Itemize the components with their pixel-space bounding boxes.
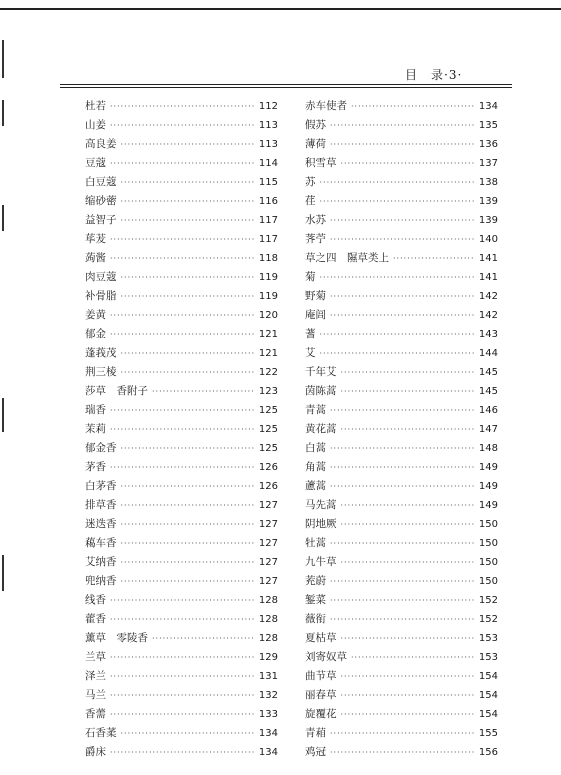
toc-entry[interactable]	[85, 306, 278, 325]
entry-title: 鸡冠	[305, 746, 326, 758]
entry-title: 旋覆花	[305, 708, 337, 720]
toc-entry[interactable]	[305, 211, 498, 230]
entry-title: 苏	[305, 176, 316, 188]
dot-leader	[110, 667, 254, 686]
entry-page-number: 153	[478, 652, 498, 663]
dot-leader	[121, 439, 255, 458]
toc-entry[interactable]	[85, 629, 278, 648]
entry-page-number: 127	[258, 576, 278, 587]
entry-page-number: 134	[478, 101, 498, 112]
entry-title: 藒车香	[85, 537, 117, 549]
toc-entry[interactable]	[305, 477, 498, 496]
entry-page-number: 150	[478, 519, 498, 530]
toc-entry[interactable]	[305, 648, 498, 667]
entry-title: 马兰	[85, 689, 106, 701]
entry-page-number: 117	[258, 215, 278, 226]
dot-leader	[330, 401, 474, 420]
dot-leader	[341, 496, 475, 515]
entry-page-number: 113	[258, 139, 278, 150]
entry-title: 蒟酱	[85, 252, 106, 264]
entry-page-number: 134	[258, 728, 278, 739]
entry-page-number: 145	[478, 386, 498, 397]
dot-leader	[351, 648, 474, 667]
entry-page-number: 141	[478, 253, 498, 264]
entry-title: 薄荷	[305, 138, 326, 150]
entry-page-number: 143	[478, 329, 498, 340]
toc-entry[interactable]	[85, 572, 278, 591]
toc-entry[interactable]	[305, 572, 498, 591]
entry-page-number: 112	[258, 101, 278, 112]
dot-leader	[330, 211, 474, 230]
entry-title: 白蒿	[305, 442, 326, 454]
toc-entry[interactable]	[305, 97, 498, 116]
toc-entry[interactable]	[305, 230, 498, 249]
dot-leader	[330, 230, 474, 249]
dot-leader	[121, 211, 255, 230]
dot-leader	[121, 344, 255, 363]
toc-entry[interactable]	[305, 534, 498, 553]
margin-mark	[2, 100, 4, 126]
dot-leader	[330, 116, 474, 135]
dot-leader	[110, 610, 254, 629]
dot-leader	[351, 97, 474, 116]
page-header: 目 录·3·	[405, 68, 463, 82]
dot-leader	[110, 686, 254, 705]
entry-title: 青葙	[305, 727, 326, 739]
toc-entry[interactable]	[85, 135, 278, 154]
entry-title: 茅香	[85, 461, 106, 473]
entry-title: 豆蔻	[85, 157, 106, 169]
dot-leader	[110, 230, 254, 249]
toc-left-column	[85, 97, 278, 762]
entry-title: 刘寄奴草	[305, 651, 347, 663]
dot-leader	[110, 743, 254, 762]
toc-entry[interactable]	[305, 192, 498, 211]
entry-page-number: 128	[258, 614, 278, 625]
toc-entry[interactable]	[305, 458, 498, 477]
toc-entry[interactable]	[305, 724, 498, 743]
dot-leader	[110, 705, 254, 724]
dot-leader	[341, 363, 475, 382]
entry-title: 爵床	[85, 746, 106, 758]
entry-page-number: 132	[258, 690, 278, 701]
toc-entry[interactable]	[85, 401, 278, 420]
entry-title: 高良姜	[85, 138, 117, 150]
entry-title: 香薷	[85, 708, 106, 720]
toc-entry[interactable]	[85, 648, 278, 667]
dot-leader	[320, 325, 475, 344]
toc-entry[interactable]	[85, 610, 278, 629]
toc-entry[interactable]	[85, 496, 278, 515]
entry-title: 茵陈蒿	[305, 385, 337, 397]
dot-leader	[320, 173, 475, 192]
toc-entry[interactable]	[305, 686, 498, 705]
header-rule	[60, 87, 512, 88]
entry-page-number: 156	[478, 747, 498, 758]
entry-title: 千年艾	[305, 366, 337, 378]
toc-entry[interactable]	[85, 553, 278, 572]
entry-page-number: 145	[478, 367, 498, 378]
dot-leader	[110, 420, 254, 439]
entry-title: 蓍	[305, 328, 316, 340]
entry-page-number: 146	[478, 405, 498, 416]
entry-title: 水苏	[305, 214, 326, 226]
dot-leader	[330, 458, 474, 477]
entry-page-number: 150	[478, 557, 498, 568]
toc-entry[interactable]	[305, 401, 498, 420]
entry-title: 錾菜	[305, 594, 326, 606]
toc-entry[interactable]	[85, 724, 278, 743]
entry-title: 牡蒿	[305, 537, 326, 549]
entry-page-number: 144	[478, 348, 498, 359]
dot-leader	[341, 629, 475, 648]
entry-page-number: 142	[478, 310, 498, 321]
entry-title: 假苏	[305, 119, 326, 131]
margin-mark	[2, 40, 4, 78]
entry-page-number: 154	[478, 709, 498, 720]
entry-title: 藘蒿	[305, 480, 326, 492]
entry-title: 荆三棱	[85, 366, 117, 378]
entry-page-number: 127	[258, 519, 278, 530]
toc-entry[interactable]	[305, 629, 498, 648]
dot-leader	[121, 363, 255, 382]
toc-entry[interactable]	[85, 116, 278, 135]
entry-title: 荏	[305, 195, 316, 207]
toc-entry[interactable]	[85, 192, 278, 211]
dot-leader	[330, 743, 474, 762]
entry-title: 益智子	[85, 214, 117, 226]
margin-mark	[2, 205, 4, 231]
entry-page-number: 121	[258, 329, 278, 340]
dot-leader	[341, 154, 475, 173]
toc-entry[interactable]	[85, 705, 278, 724]
entry-title: 茺蔚	[305, 575, 326, 587]
dot-leader	[110, 325, 254, 344]
dot-leader	[341, 667, 475, 686]
dot-leader	[121, 268, 255, 287]
entry-page-number: 133	[258, 709, 278, 720]
entry-page-number: 149	[478, 462, 498, 473]
entry-title: 线香	[85, 594, 106, 606]
entry-title: 肉豆蔻	[85, 271, 117, 283]
dot-leader	[330, 477, 474, 496]
entry-title: 补骨脂	[85, 290, 117, 302]
entry-title: 郁金	[85, 328, 106, 340]
entry-title: 黄花蒿	[305, 423, 337, 435]
toc-entry[interactable]	[85, 439, 278, 458]
entry-title: 茉莉	[85, 423, 106, 435]
entry-title: 阴地厥	[305, 518, 337, 530]
toc-entry[interactable]	[305, 610, 498, 629]
dot-leader	[330, 534, 474, 553]
entry-page-number: 119	[258, 291, 278, 302]
toc-entry[interactable]	[305, 116, 498, 135]
dot-leader	[330, 591, 474, 610]
entry-page-number: 140	[478, 234, 498, 245]
toc-entry[interactable]	[85, 325, 278, 344]
entry-title: 丽春草	[305, 689, 337, 701]
entry-title: 瑞香	[85, 404, 106, 416]
entry-page-number: 150	[478, 538, 498, 549]
dot-leader	[341, 515, 475, 534]
dot-leader	[110, 116, 254, 135]
toc-entry[interactable]	[305, 591, 498, 610]
toc-entry[interactable]	[85, 667, 278, 686]
toc-entry[interactable]	[85, 515, 278, 534]
entry-title: 藿香	[85, 613, 106, 625]
entry-title: 积雪草	[305, 157, 337, 169]
dot-leader	[330, 306, 474, 325]
toc-entry[interactable]	[305, 135, 498, 154]
entry-title: 兜纳香	[85, 575, 117, 587]
entry-title: 山姜	[85, 119, 106, 131]
toc-entry[interactable]	[305, 515, 498, 534]
entry-page-number: 137	[478, 158, 498, 169]
entry-page-number: 149	[478, 500, 498, 511]
entry-page-number: 150	[478, 576, 498, 587]
dot-leader	[341, 382, 475, 401]
entry-page-number: 152	[478, 595, 498, 606]
entry-page-number: 127	[258, 538, 278, 549]
dot-leader	[393, 249, 474, 268]
top-border-rule	[0, 8, 561, 10]
toc-entry[interactable]	[305, 553, 498, 572]
toc-entry[interactable]	[305, 496, 498, 515]
entry-title: 蓬莪茂	[85, 347, 117, 359]
dot-leader	[330, 724, 474, 743]
entry-page-number: 155	[478, 728, 498, 739]
margin-mark	[2, 398, 4, 432]
entry-title: 艾	[305, 347, 316, 359]
entry-page-number: 125	[258, 424, 278, 435]
dot-leader	[341, 553, 475, 572]
entry-page-number: 119	[258, 272, 278, 283]
dot-leader	[110, 401, 254, 420]
entry-page-number: 120	[258, 310, 278, 321]
dot-leader	[110, 648, 254, 667]
entry-title: 草之四 隰草类上	[305, 252, 389, 264]
dot-leader	[121, 287, 255, 306]
dot-leader	[110, 591, 254, 610]
entry-page-number: 127	[258, 557, 278, 568]
margin-mark	[2, 555, 4, 591]
toc-entry[interactable]	[85, 154, 278, 173]
dot-leader	[152, 382, 254, 401]
entry-title: 杜若	[85, 100, 106, 112]
entry-page-number: 136	[478, 139, 498, 150]
entry-page-number: 126	[258, 462, 278, 473]
dot-leader	[121, 477, 255, 496]
entry-title: 石香葇	[85, 727, 117, 739]
entry-page-number: 129	[258, 652, 278, 663]
dot-leader	[121, 572, 255, 591]
entry-title: 排草香	[85, 499, 117, 511]
entry-page-number: 118	[258, 253, 278, 264]
entry-title: 兰草	[85, 651, 106, 663]
entry-page-number: 153	[478, 633, 498, 644]
dot-leader	[110, 306, 254, 325]
entry-page-number: 128	[258, 595, 278, 606]
dot-leader	[121, 135, 255, 154]
dot-leader	[330, 439, 474, 458]
toc-entry[interactable]	[85, 249, 278, 268]
entry-page-number: 122	[258, 367, 278, 378]
entry-page-number: 148	[478, 443, 498, 454]
toc-entry[interactable]	[305, 249, 498, 268]
entry-page-number: 123	[258, 386, 278, 397]
entry-title: 角蒿	[305, 461, 326, 473]
dot-leader	[341, 420, 475, 439]
dot-leader	[121, 724, 255, 743]
entry-title: 薇衔	[305, 613, 326, 625]
entry-page-number: 139	[478, 215, 498, 226]
toc-entry[interactable]	[305, 154, 498, 173]
toc-entry[interactable]	[305, 667, 498, 686]
dot-leader	[110, 458, 254, 477]
toc-entry[interactable]	[305, 439, 498, 458]
entry-title: 缩砂蔤	[85, 195, 117, 207]
dot-leader	[330, 572, 474, 591]
toc-entry[interactable]	[85, 743, 278, 762]
toc-entry[interactable]	[85, 382, 278, 401]
toc-entry[interactable]	[85, 173, 278, 192]
toc-entry[interactable]	[305, 363, 498, 382]
entry-title: 夏枯草	[305, 632, 337, 644]
entry-page-number: 125	[258, 443, 278, 454]
dot-leader	[121, 173, 255, 192]
dot-leader	[320, 268, 475, 287]
dot-leader	[341, 686, 475, 705]
entry-page-number: 142	[478, 291, 498, 302]
dot-leader	[320, 192, 475, 211]
dot-leader	[152, 629, 254, 648]
entry-title: 荜茇	[85, 233, 106, 245]
dot-leader	[110, 154, 254, 173]
toc-entry[interactable]	[85, 591, 278, 610]
entry-page-number: 116	[258, 196, 278, 207]
entry-page-number: 141	[478, 272, 498, 283]
entry-title: 薰草 零陵香	[85, 632, 148, 644]
entry-page-number: 127	[258, 500, 278, 511]
toc-right-column	[305, 97, 498, 762]
dot-leader	[110, 97, 254, 116]
entry-title: 白豆蔻	[85, 176, 117, 188]
toc-entry[interactable]	[305, 344, 498, 363]
dot-leader	[341, 705, 475, 724]
dot-leader	[121, 496, 255, 515]
entry-title: 荠苧	[305, 233, 326, 245]
entry-title: 泽兰	[85, 670, 106, 682]
entry-page-number: 117	[258, 234, 278, 245]
toc-entry[interactable]	[85, 268, 278, 287]
dot-leader	[330, 135, 474, 154]
toc-entry[interactable]	[305, 382, 498, 401]
entry-page-number: 121	[258, 348, 278, 359]
entry-title: 庵闾	[305, 309, 326, 321]
dot-leader	[121, 534, 255, 553]
toc-entry[interactable]	[305, 420, 498, 439]
toc-entry[interactable]	[85, 344, 278, 363]
entry-page-number: 128	[258, 633, 278, 644]
toc-entry[interactable]	[305, 287, 498, 306]
toc-entry[interactable]	[85, 534, 278, 553]
toc-entry[interactable]	[85, 230, 278, 249]
entry-title: 白茅香	[85, 480, 117, 492]
entry-page-number: 149	[478, 481, 498, 492]
toc-entry[interactable]	[305, 306, 498, 325]
toc-entry[interactable]	[305, 325, 498, 344]
entry-page-number: 147	[478, 424, 498, 435]
dot-leader	[330, 287, 474, 306]
entry-title: 姜黄	[85, 309, 106, 321]
toc-entry[interactable]	[85, 97, 278, 116]
entry-title: 赤车使者	[305, 100, 347, 112]
entry-page-number: 154	[478, 671, 498, 682]
toc-entry[interactable]	[85, 458, 278, 477]
entry-page-number: 139	[478, 196, 498, 207]
dot-leader	[121, 515, 255, 534]
entry-page-number: 135	[478, 120, 498, 131]
toc-entry[interactable]	[85, 420, 278, 439]
dot-leader	[121, 553, 255, 572]
entry-title: 曲节草	[305, 670, 337, 682]
header-rule	[60, 84, 512, 85]
entry-page-number: 114	[258, 158, 278, 169]
entry-title: 马先蒿	[305, 499, 337, 511]
toc-entry[interactable]	[85, 477, 278, 496]
toc-entry[interactable]	[305, 173, 498, 192]
entry-title: 艾纳香	[85, 556, 117, 568]
entry-page-number: 126	[258, 481, 278, 492]
toc-entry[interactable]	[85, 287, 278, 306]
entry-title: 莎草 香附子	[85, 385, 148, 397]
entry-page-number: 154	[478, 690, 498, 701]
toc-entry[interactable]	[85, 211, 278, 230]
entry-page-number: 131	[258, 671, 278, 682]
entry-page-number: 125	[258, 405, 278, 416]
toc-entry[interactable]	[305, 705, 498, 724]
toc-entry[interactable]	[305, 268, 498, 287]
dot-leader	[330, 610, 474, 629]
dot-leader	[110, 249, 254, 268]
entry-title: 九牛草	[305, 556, 337, 568]
entry-page-number: 134	[258, 747, 278, 758]
toc-entry[interactable]	[305, 743, 498, 762]
entry-title: 青蒿	[305, 404, 326, 416]
entry-page-number: 113	[258, 120, 278, 131]
entry-title: 迷迭香	[85, 518, 117, 530]
entry-title: 菊	[305, 271, 316, 283]
dot-leader	[320, 344, 475, 363]
entry-title: 郁金香	[85, 442, 117, 454]
entry-page-number: 152	[478, 614, 498, 625]
entry-title: 野菊	[305, 290, 326, 302]
entry-page-number: 138	[478, 177, 498, 188]
dot-leader	[121, 192, 255, 211]
toc-entry[interactable]	[85, 363, 278, 382]
toc-entry[interactable]	[85, 686, 278, 705]
entry-page-number: 115	[258, 177, 278, 188]
